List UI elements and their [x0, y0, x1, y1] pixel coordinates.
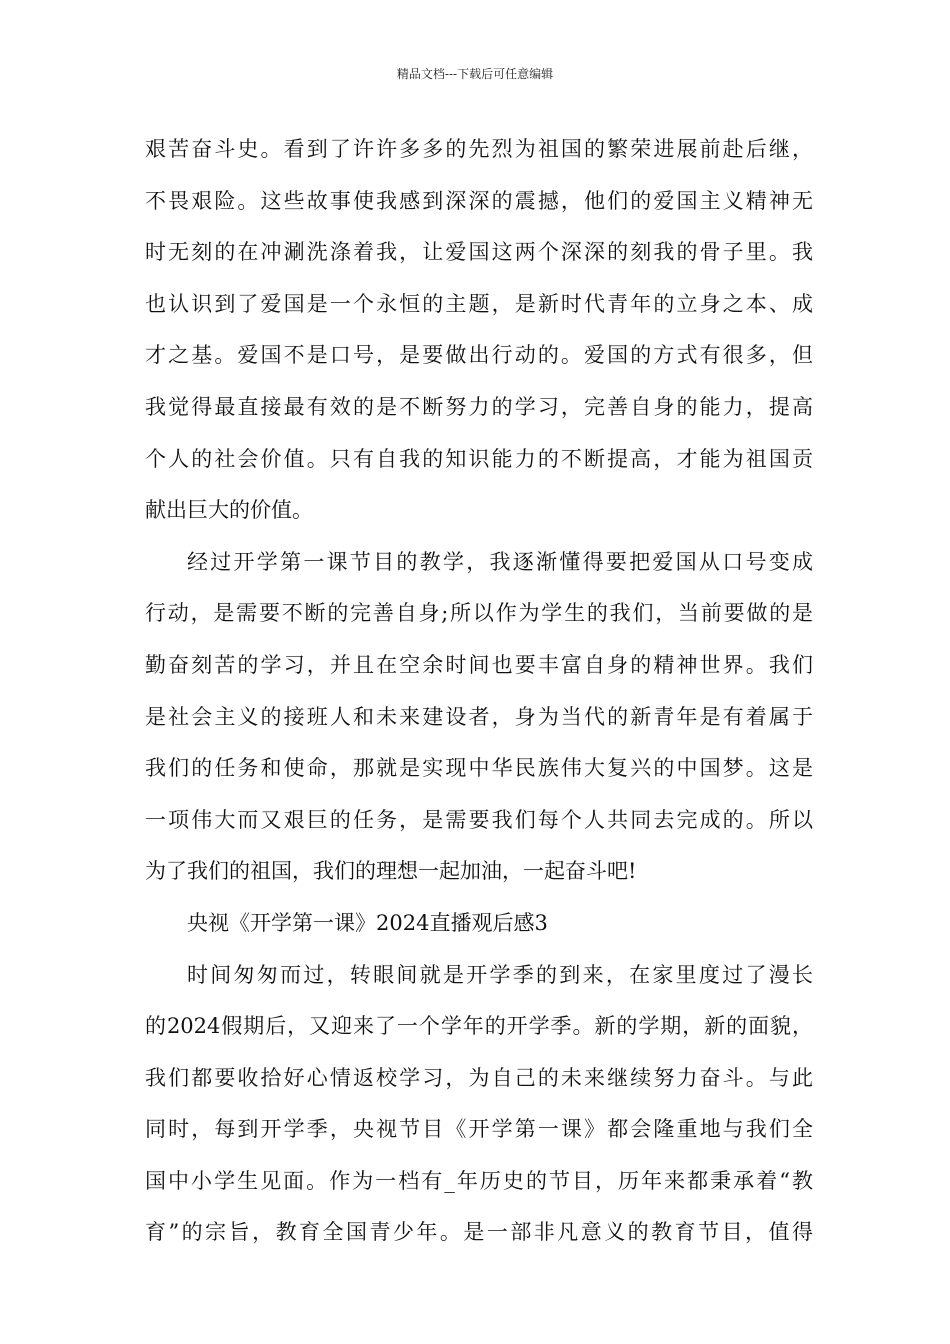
- text-line: 个人的社会价值。只有自我的知识能力的不断提高，才能为祖国贡: [145, 446, 813, 471]
- text-line: 经过开学第一课节目的教学，我逐渐懂得要把爱国从口号变成: [187, 549, 813, 574]
- document-body: [145, 124, 813, 1259]
- text-line: 育”的宗旨，教育全国青少年。是一部非凡意义的教育节目，值得: [145, 1220, 813, 1245]
- text-line: 同时，每到开学季，央视节目《开学第一课》都会隆重地与我们全: [145, 1117, 813, 1142]
- text-line: 也认识到了爱国是一个永恒的主题，是新时代青年的立身之本、成: [145, 291, 813, 316]
- text-line: 艰苦奋斗史。看到了许许多多的先烈为祖国的繁荣进展前赴后继，: [145, 137, 813, 161]
- text-line: 行动，是需要不断的完善自身;所以作为学生的我们，当前要做的是: [145, 601, 813, 626]
- text-line: 为了我们的祖国，我们的理想一起加油，一起奋斗吧!: [145, 859, 637, 884]
- text-line: 才之基。爱国不是口号，是要做出行动的。爱国的方式有很多，但: [145, 343, 813, 368]
- page-header: 精品文档---下载后可任意编辑: [396, 67, 554, 81]
- text-line: 国中小学生见面。作为一档有_年历史的节目，历年来都秉承着“教: [145, 1168, 813, 1193]
- text-line: 勤奋刻苦的学习，并且在空余时间也要丰富自身的精神世界。我们: [145, 652, 813, 677]
- text-line: 不畏艰险。这些故事使我感到深深的震撼，他们的爱国主义精神无: [145, 188, 813, 213]
- text-line: 的2024假期后，又迎来了一个学年的开学季。新的学期，新的面貌，: [145, 1014, 813, 1039]
- text-line: 我觉得最直接最有效的是不断努力的学习，完善自身的能力，提高: [145, 394, 813, 419]
- text-line: 我们的任务和使命，那就是实现中华民族伟大复兴的中国梦。这是: [145, 756, 813, 781]
- text-line: 是社会主义的接班人和未来建设者，身为当代的新青年是有着属于: [145, 704, 813, 729]
- text-line: 时间匆匆而过，转眼间就是开学季的到来，在家里度过了漫长: [187, 962, 813, 987]
- text-line: 我们都要收拾好心情返校学习，为自己的未来继续努力奋斗。与此: [145, 1065, 813, 1090]
- text-line: 献出巨大的价值。: [145, 498, 313, 523]
- text-line: 一项伟大而又艰巨的任务，是需要我们每个人共同去完成的。所以: [145, 807, 813, 832]
- section-heading: 央视《开学第一课》2024直播观后感3: [187, 910, 548, 935]
- text-line: 时无刻的在冲涮洗涤着我，让爱国这两个深深的刻我的骨子里。我: [145, 240, 813, 265]
